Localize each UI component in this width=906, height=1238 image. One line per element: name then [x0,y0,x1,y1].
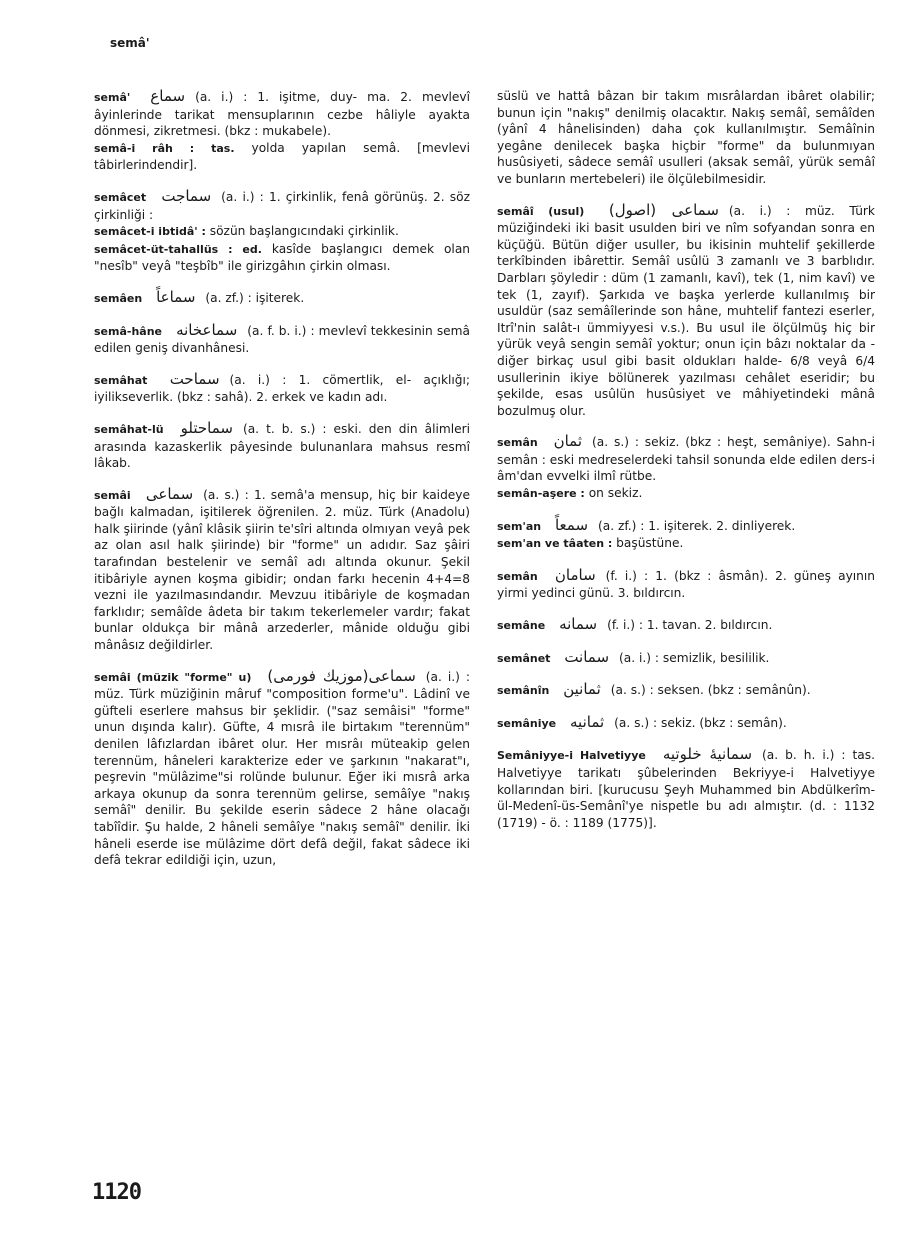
entry-text [94,322,470,357]
running-header: semâ' [110,36,150,50]
arabic-spelling: ثمانين [563,680,601,699]
dictionary-entry [94,420,470,472]
sub-definition: sözün başlangıcındaki çirkinlik. [209,224,399,239]
entry-text [94,486,470,654]
headword: semâniye [497,716,557,730]
definition-text: (a. i.) : müz. Türk müziğinin mâruf "composition forme'u". Lâdinî ve güfteli eserlere mahsus bir şeklidir. ("saz semâisi" "forme" unun dışında kalır). Güfte, 4 mısrâ ile birtakım "terennüm" denilen lâfızlardan ibâret olur. Her mısrâı müteakip gelen terennüm, hâneleri karakterize eder ve şarkının "nakarat"ı, peşrevin "mülâzime"si rolünde bulunur. Eğer iki mısrâ arka arkaya okunup da sonra terennüm gelirse, semâîye "nakış semâî" denilir. Bu şekilde eserin sâdece 2 hâne olacağı tabîîdir. Şu halde, 2 hâneli semâîye "nakış semâî" denilir. İki hâneli eserde ise mülâzime dört defâ değil, fakat sâdece iki defâ tekrar edildiği için, uzun, [94,669,471,868]
definition-start: (a. i.) : 1. işitme, duy- [195,90,358,104]
definition-start: (a. s.) : seksen. (bkz : [610,683,742,698]
definition-text: h. i.) : tas. Halvetiyye tarikatı şûbelerinden Bekriyye-i Halvetiyye kollarından biri. [kurucusu Şeyh Muhammed bin Abdülkerîm-ül-Medenî-üs-Semânî'ye nispetle bu adı almıştır. (d. : 1132 (1719) - ö. : 1189 (1775)]. [497,748,875,830]
sub-headword: semâcet-i ibtidâ' : [94,225,206,239]
dictionary-entry [497,88,875,188]
definition-start: (a. i.) : müz. [728,203,835,218]
entry-text [497,567,875,602]
entry-text [497,746,875,831]
entry-text [94,420,470,472]
arabic-spelling: سماعخانه [176,320,238,339]
definition-start: (f. i.) : 1. tavan. 2. [607,618,717,633]
page-number: 1120 [92,1180,141,1205]
definition-start: (a. s.) : sekiz. (bkz : [614,715,734,730]
sub-definition: başüstüne. [616,536,684,551]
sub-definition: yolda yapılan semâ. [mevlevi tâbirlerindendir]. [94,140,470,173]
headword: Semâniyye-i Halvetiyye [497,749,646,763]
arabic-spelling: سماعاً [156,287,196,306]
arabic-spelling: سمانت [564,647,610,666]
definition-text: açıklığı; iyilikseverlik. (bkz : sahâ). 2. erkek ve kadın adı. [94,372,471,405]
dictionary-entry [497,433,875,502]
dictionary-entry [94,668,470,869]
definition-start: (a. i.) : semizlik, besililik. [619,650,770,665]
headword: semânet [497,651,551,665]
entry-text [497,88,875,188]
arabic-spelling: سمانيۀ خلوتيه [662,745,753,764]
entry-text [94,371,470,406]
entry-text [94,88,470,140]
entry-text [497,616,875,635]
sub-entry [94,140,470,174]
sub-definition: kasîde başlangıcı demek olan "nesîb" veyâ "teşbîb" ile girizgâhın çirkin olması. [94,241,471,274]
definition-text: semân). [737,715,787,730]
headword: semân [497,569,538,583]
definition-start: (a. f. b. i.) : mevlevî [247,323,367,338]
definition-text: görünüş. 2. söz çirkinliği : [94,189,471,222]
entry-text [497,517,875,536]
entry-text [94,188,470,223]
sub-definition: on sekiz. [588,486,643,501]
headword: semâî (usul) [497,204,585,218]
definition-start: (a. zf.) : 1. işiterek. 2. [598,518,728,533]
arabic-spelling: سماحتلو [180,418,233,437]
definition-start: (f. i.) : 1. (bkz : âsmân). [605,568,768,583]
definition-text: bıldırcın. [720,618,773,633]
definition-start: (a. b. [762,748,797,763]
sub-headword: semâcet-üt-tahallüs : ed. [94,242,262,256]
arabic-spelling: ثمان [553,432,583,451]
dictionary-entry [94,188,470,275]
right-column [497,88,875,845]
headword: sem'an [497,519,542,533]
dictionary-entry [94,486,470,654]
definition-text: semâniye). Sahn-i semân : eski medreselerdeki tahsil sonunda elde edilen ders-i âm'dan evvelki ilmî rütbe. [497,435,875,484]
sub-entry [94,223,470,241]
definition-text: ma. 2. mevlevî âyinlerinde tarikat mensuplarının cezbe hâliyle ayakta dönmesi, zikretmesi. (bkz : mukabele). [94,90,471,139]
dictionary-entry [497,681,875,700]
headword: semâhat [94,373,148,387]
definition-text: dinliyerek. [731,518,796,533]
sub-headword: semân-aşere : [497,487,585,501]
arabic-spelling: سماعى (اصول) [608,200,719,219]
definition-start: (a. i.) : 1. cömertlik, el- [229,372,412,387]
entry-text [94,668,470,869]
dictionary-entry [497,714,875,733]
headword: semâcet [94,190,147,204]
definition-start: (a. s.) : sekiz. (bkz : heşt, [592,435,758,450]
arabic-spelling: سامان [554,565,596,584]
headword: semâi [94,488,131,502]
entry-text [497,433,875,485]
definition-start: (a. t. b. s.) : eski. [242,421,362,436]
headword: semâ' [94,91,131,104]
arabic-spelling: سماع [150,87,186,105]
entry-text [497,681,875,700]
dictionary-entry [94,88,470,174]
arabic-spelling: ثمانيه [570,712,605,731]
headword: semâi (müzik "forme" u) [94,670,252,684]
sub-entry [497,535,875,553]
dictionary-entry [94,322,470,357]
headword: semânîn [497,684,550,698]
definition-start: (a. zf.) : işiterek. [205,290,305,305]
headword: semâen [94,291,143,305]
definition-start: (a. i.) : 1. çirkinlik, fenâ [221,189,369,204]
entry-text [497,714,875,733]
definition-start: (a. s.) : 1. semâ'a mensup, [203,487,373,502]
arabic-spelling: سمانه [559,615,598,634]
sub-headword: sem'an ve tâaten : [497,537,613,551]
definition-text: den din âlimleri arasında kazaskerlik pâyesinde bulunanlara mahsus resmî lâkab. [94,421,470,471]
sub-headword: semâ-i râh : tas. [94,141,235,155]
entry-text [497,202,875,420]
arabic-spelling: سماحت [169,369,220,388]
sub-entry [94,241,470,275]
arabic-spelling: سمعاً [554,515,589,534]
left-column [94,88,470,883]
definition-text: Türk müziğindeki iki basit usulden biri ve nîm sofyandan sonra en küçüğü. Bütün diğer usuller, bu ikisinin muhtelif şekillerde terkîbinden ibârettir. Semâî usûlü 3 zamanlı ve 3 barblıdır. Darbları şöyledir : düm (1 zamanlı, kavî), tek (1, nim kavî) ve tek (1, zayıf). Şarkıda ve başka yerlerde kullanılmış bir usuldür (saz semâîlerinde son hâne, muhtelif fantezi eserler, Itrî'nin salât-ı ümmiyyesi v.s.). Bu usul ile ölçülmüş hiç bir yürük veyâ sengin semâî yoktur; onun için bâzı noktalar da -diğer birkaç usul gibi basit oldukları halde- 6/8 veyâ 6/4 usullerinin ikiye bölünerek yazılması cehâlet eseridir; bu şekilde, esas usûlün husûsiyet ve mâhiyetindeki mânâ bozulmuş olur. [497,203,875,418]
dictionary-entry [497,649,875,668]
arabic-spelling: سماعى [145,484,194,503]
definition-text: semânûn). [745,683,811,698]
definition-text: tekkesinin semâ edilen geniş divanhânesi. [94,323,471,356]
entry-text [497,649,875,668]
dictionary-entry [94,289,470,308]
arabic-spelling: سماعى(موزيك فورمى) [267,666,416,685]
dictionary-entry [497,567,875,602]
headword: semâhat-lü [94,422,164,436]
headword: semâne [497,619,546,633]
dictionary-entry [94,371,470,406]
dictionary-entry [497,616,875,635]
dictionary-entry [497,202,875,420]
sub-entry [497,485,875,503]
dictionary-entry [497,746,875,831]
entry-text [94,289,470,308]
definition-text: süslü ve hattâ bâzan bir takım mısrâlardan ibâret olabilir; bunun için "nakış" denilmiş olacaktır. Nakış semâî, semâîden (yânî 4 hânelisinden) daha çok kullanılmıştır. Semâînin yegâne denilecek başka hiçbir "forme" da bulunmıyan husûsiyeti, sâdece semâî usulleri (aksak semâî, yürük semâî ve bunların mertebeleri) ile ölçülebilmesidir. [497,89,875,186]
definition-text: hiç bir kaideye bağlı kalmadan, işitilerek öğrenilen. 2. müz. Türk (Anadolu) halk şiirinde (yânî klâsik şiirin te'sîri altında olmıyan veyâ pek az olan asıl halk şiirinde) bir "forme" un adıdır. Saz şâiri tarafından bestelenir ve semâî adı altında okunur. Şekil itibâriyle aynen koşma gibidir; ondan farkı hecenin 4+4=8 vezni ile yazılmasındandır. Mevzuu itibâriyle de koşmadan farklıdır; semâîde âdeta bir takım tekerlemeler vardır; fakat bunlar oldukça bir mânâ arzederler, mânide olduğu gibi mânâsız değildirler. [94,487,471,653]
headword: semâ-hâne [94,324,163,338]
arabic-spelling: سماجت [161,186,212,205]
definition-text: 2. güneş ayının yirmi yedinci günü. 3. bıldırcın. [497,568,876,601]
headword: semân [497,436,538,450]
dictionary-entry [497,517,875,553]
